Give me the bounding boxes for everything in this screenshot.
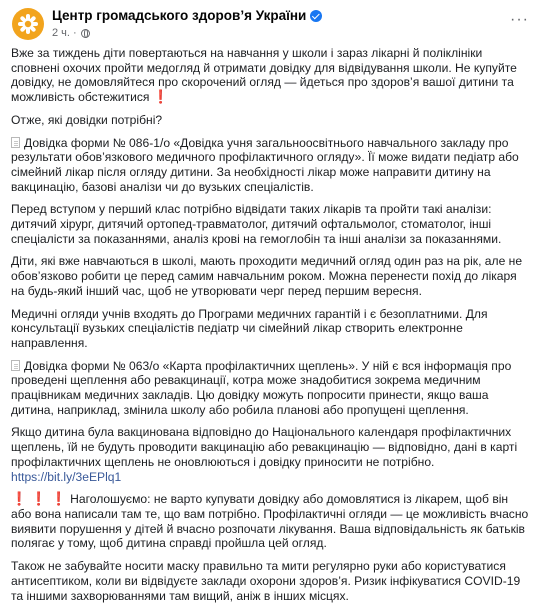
- page-avatar[interactable]: [12, 8, 44, 40]
- post-link[interactable]: https://bit.ly/3eEPlq1: [11, 469, 122, 484]
- paragraph-mask: Також не забувайте носити маску правильно та мити регулярно руки або користуватися антисептиком, коли ви відвідуєте заклади охорони здоров’я. Ризик інфікуватися COVID-19 та іншими захворюваннями там вищий, аніж в інших місцях.: [11, 559, 521, 603]
- more-options-icon[interactable]: ···: [510, 11, 529, 28]
- paragraph-first-grade: Перед вступом у перший клас потрібно відвідати таких лікарів та пройти такі аналізи: дитячий хірург, дитячий ортопед-травматолог, дитячий офтальмолог, стоматолог, інші спеціалісти за показаннями, аналіз крові на гемоглобін та інші аналізи за показаннями.: [11, 202, 502, 246]
- page-name[interactable]: Центр громадського здоров’я України: [52, 8, 307, 23]
- paragraph-free-exams: Медичні огляди учнів входять до Програми медичних гарантій і є безоплатними. Для консультації вузьких спеціалістів педіатр чи сімейний лікар створить електронне направлення.: [11, 306, 488, 350]
- red-exclamation-icon: ❗: [152, 89, 170, 105]
- paragraph-warning: ❗ ❗ ❗ Наголошуємо: не варто купувати довідку або домовлятися із лікарем, щоб він або вона написали там те, що вам потрібно. Профілактичні огляди — це можливість вчасно виявити порушення у дітей й вчасно розпочати лікування. Ваша відповідальність як батьків полягає у тому, щоб дитина справді пройшла цей огляд.: [11, 491, 529, 551]
- page-facing-up-icon: [11, 137, 20, 148]
- paragraph-question: Отже, які довідки потрібні?: [11, 112, 163, 127]
- paragraph-form-063: Довідка форми № 063/о «Карта профілактичних щеплень». У ній є вся інформація про проведені щеплення або ревакцинації, котра може знадобитися зокрема медичним працівникам медичних закладів. Цю довідку можуть попросити принести, якщо ваша дитина, наприклад, змінила школу або робила планові або пропущені щеплення.: [11, 358, 512, 417]
- post-meta: 2 ч. ·: [52, 26, 322, 40]
- post-body: [11, 46, 529, 611]
- red-exclamation-icon: ❗ ❗ ❗: [11, 491, 67, 507]
- page-name-row: [52, 8, 322, 24]
- post-time[interactable]: 2 ч.: [52, 27, 70, 39]
- paragraph-form-086: Довідка форми № 086-1/о «Довідка учня загальноосвітнього навчального закладу про результати обов’язкового медичного профілактичного огляду». Її може видати педіатр або сімейний лікар після огляду дитини. За необхідності лікар може направити дитину на вакцинацію, базові аналізи чи до вузьких спеціалістів.: [11, 135, 519, 194]
- header-text: [52, 8, 322, 40]
- page-facing-up-icon: [11, 360, 20, 371]
- paragraph-intro: Вже за тиждень діти повертаються на навчання у школи і зараз лікарні й поліклініки сповнені охочих пройти медогляд й отримати довідку для відвідування школи. Не купуйте довідку, не домовляйтеся про скорочений огляд — йдеться про здоров’я вашої дитини та можливість обстежитися ❗: [11, 46, 517, 105]
- post-header: [12, 6, 322, 42]
- paragraph-vaccination: Якщо дитина була вакцинована відповідно до Національного календаря профілактичних щеплень, їй не будуть проводити вакцинацію або ревакцинацію — відповідно, дані в карті профілактичних щеплень не оновлюються і довідку приносити не потрібно. https://bit.ly/3eEPlq1: [11, 425, 518, 484]
- logo-icon: [17, 13, 39, 35]
- globe-icon: [81, 29, 90, 38]
- paragraph-yearly-exam: Діти, які вже навчаються в школі, мають проходити медичний огляд один раз на рік, але не обов’язково робити це перед самим навчальним роком. Можна перенести похід до лікаря на будь-який інший час, щоб не утворювати черг перед першим вересня.: [11, 254, 523, 298]
- verified-badge-icon: [310, 10, 322, 22]
